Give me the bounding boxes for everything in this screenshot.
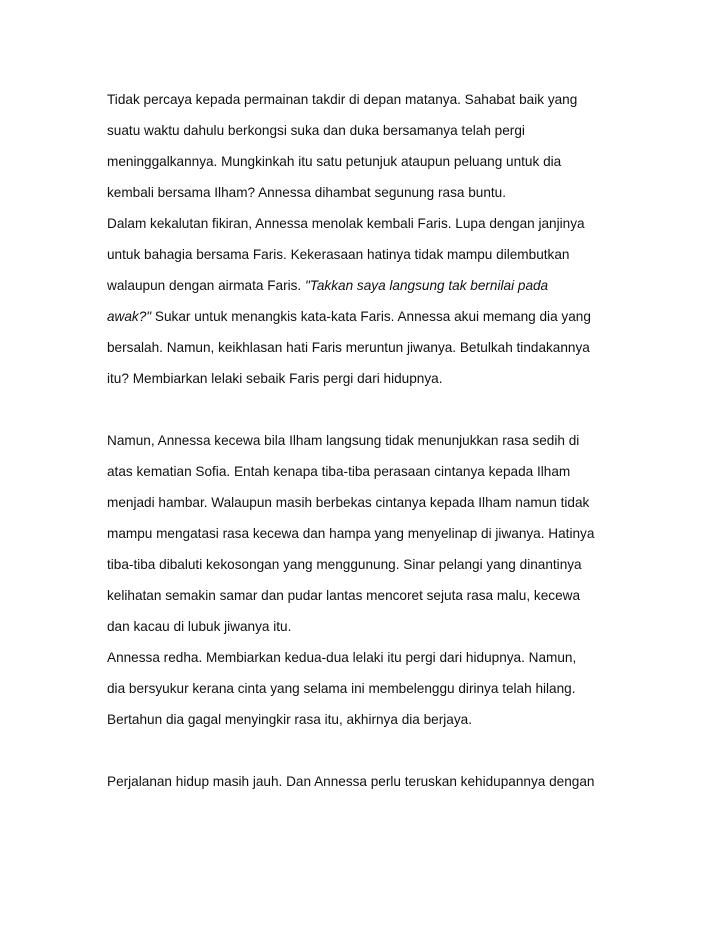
text-segment: dan kacau di lubuk jiwanya itu.	[107, 619, 292, 634]
text-line	[107, 456, 667, 487]
text-segment: mampu mengatasi rasa kecewa dan hampa yang menyelinap di jiwanya. Hatinya	[107, 526, 595, 541]
text-line	[107, 239, 667, 270]
text-segment: Perjalanan hidup masih jauh. Dan Annessa perlu teruskan kehidupannya dengan	[107, 774, 595, 789]
text-segment: itu? Membiarkan lelaki sebaik Faris pergi dari hidupnya.	[107, 371, 443, 386]
text-line	[107, 332, 667, 363]
text-segment: Namun, Annessa kecewa bila Ilham langsung tidak menunjukkan rasa sedih di	[107, 433, 580, 448]
text-segment: kembali bersama Ilham? Annessa dihambat segunung rasa buntu.	[107, 185, 506, 200]
text-line	[107, 549, 667, 580]
text-segment: Tidak percaya kepada permainan takdir di depan matanya. Sahabat baik yang	[107, 92, 578, 107]
text-line	[107, 208, 667, 239]
text-line	[107, 146, 667, 177]
text-line	[107, 115, 667, 146]
text-segment: meninggalkannya. Mungkinkah itu satu petunjuk ataupun peluang untuk dia	[107, 154, 562, 169]
text-segment: bersalah. Namun, keikhlasan hati Faris meruntun jiwanya. Betulkah tindakannya	[107, 340, 590, 355]
text-line	[107, 580, 667, 611]
text-segment: tiba-tiba dibaluti kekosongan yang menggunung. Sinar pelangi yang dinantinya	[107, 557, 582, 572]
text-line	[107, 518, 667, 549]
text-segment: Sukar untuk menangkis kata-kata Faris. Annessa akui memang dia yang	[151, 309, 591, 324]
text-line	[107, 487, 667, 518]
text-segment: kelihatan semakin samar dan pudar lantas mencoret sejuta rasa malu, kecewa	[107, 588, 581, 603]
text-segment: suatu waktu dahulu berkongsi suka dan duka bersamanya telah pergi	[107, 123, 525, 138]
text-line	[107, 673, 667, 704]
text-line	[107, 301, 667, 332]
text-line	[107, 766, 667, 797]
text-segment: Dalam kekalutan fikiran, Annessa menolak kembali Faris. Lupa dengan janjinya	[107, 216, 585, 231]
text-line	[107, 270, 667, 301]
blank-line	[107, 394, 667, 425]
text-segment: Annessa redha. Membiarkan kedua-dua lelaki itu pergi dari hidupnya. Namun,	[107, 650, 577, 665]
text-line	[107, 704, 667, 735]
text-line	[107, 84, 667, 115]
quoted-dialogue: "Takkan saya langsung tak bernilai pada	[304, 278, 549, 293]
text-segment: dia bersyukur kerana cinta yang selama ini membelenggu dirinya telah hilang.	[107, 681, 576, 696]
text-segment: atas kematian Sofia. Entah kenapa tiba-tiba perasaan cintanya kepada Ilham	[107, 464, 571, 479]
blank-line	[107, 735, 667, 766]
document-body	[107, 84, 667, 797]
text-segment: untuk bahagia bersama Faris. Kekerasaan hatinya tidak mampu dilembutkan	[107, 247, 570, 262]
text-line	[107, 363, 667, 394]
text-line	[107, 642, 667, 673]
text-line	[107, 425, 667, 456]
text-segment: menjadi hambar. Walaupun masih berbekas cintanya kepada Ilham namun tidak	[107, 495, 590, 510]
text-segment: Bertahun dia gagal menyingkir rasa itu, akhirnya dia berjaya.	[107, 712, 472, 727]
text-line	[107, 611, 667, 642]
text-line	[107, 177, 667, 208]
text-segment: walaupun dengan airmata Faris.	[107, 278, 305, 293]
quoted-dialogue: awak?"	[107, 309, 152, 324]
